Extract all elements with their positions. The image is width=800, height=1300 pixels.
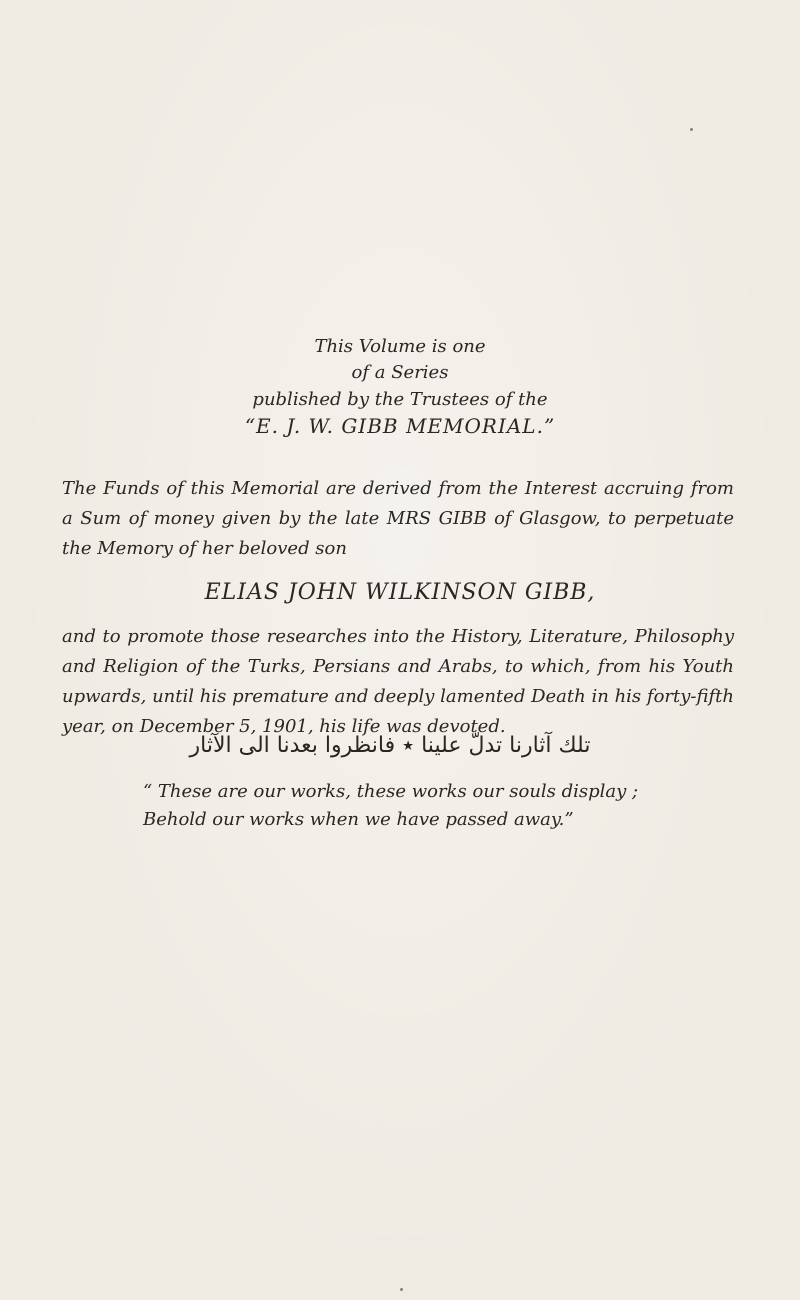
verse-translation [143,778,663,834]
purpose-paragraph: and to promote those researches into the History, Literature, Philosophy and Religion of the Turks, Persians and Arabs, to which, from his Youth upwards, until his premature and deeply lamented Death in his forty-fifth year, on December 5, 1901, his life was devoted. [62,626,734,737]
funds-paragraph: The Funds of this Memorial are derived from the Interest accruing from a Sum of money given by the late MRS GIBB of Glasgow, to perpetuate the Memory of her beloved son [62,478,734,559]
page-speck [690,128,693,131]
arabic-verse: تلك آثارنا تدلّ علينا ٭ فانظروا بعدنا الى الآثار [189,733,591,758]
verse-translation-line-1: “ These are our works, these works our souls display ; [143,781,639,802]
son-name: ELIAS JOHN WILKINSON GIBB, [204,580,596,605]
page-speck [400,1288,403,1291]
dedication-line-3: published by the Trustees of the [252,389,548,410]
verse-translation-line-2: Behold our works when we have passed away.” [143,809,574,830]
dedication-line-1: This Volume is one [314,336,486,357]
dedication-line-2: of a Series [351,362,449,383]
memorial-title: “E. J. W. GIBB MEMORIAL.” [244,414,556,438]
